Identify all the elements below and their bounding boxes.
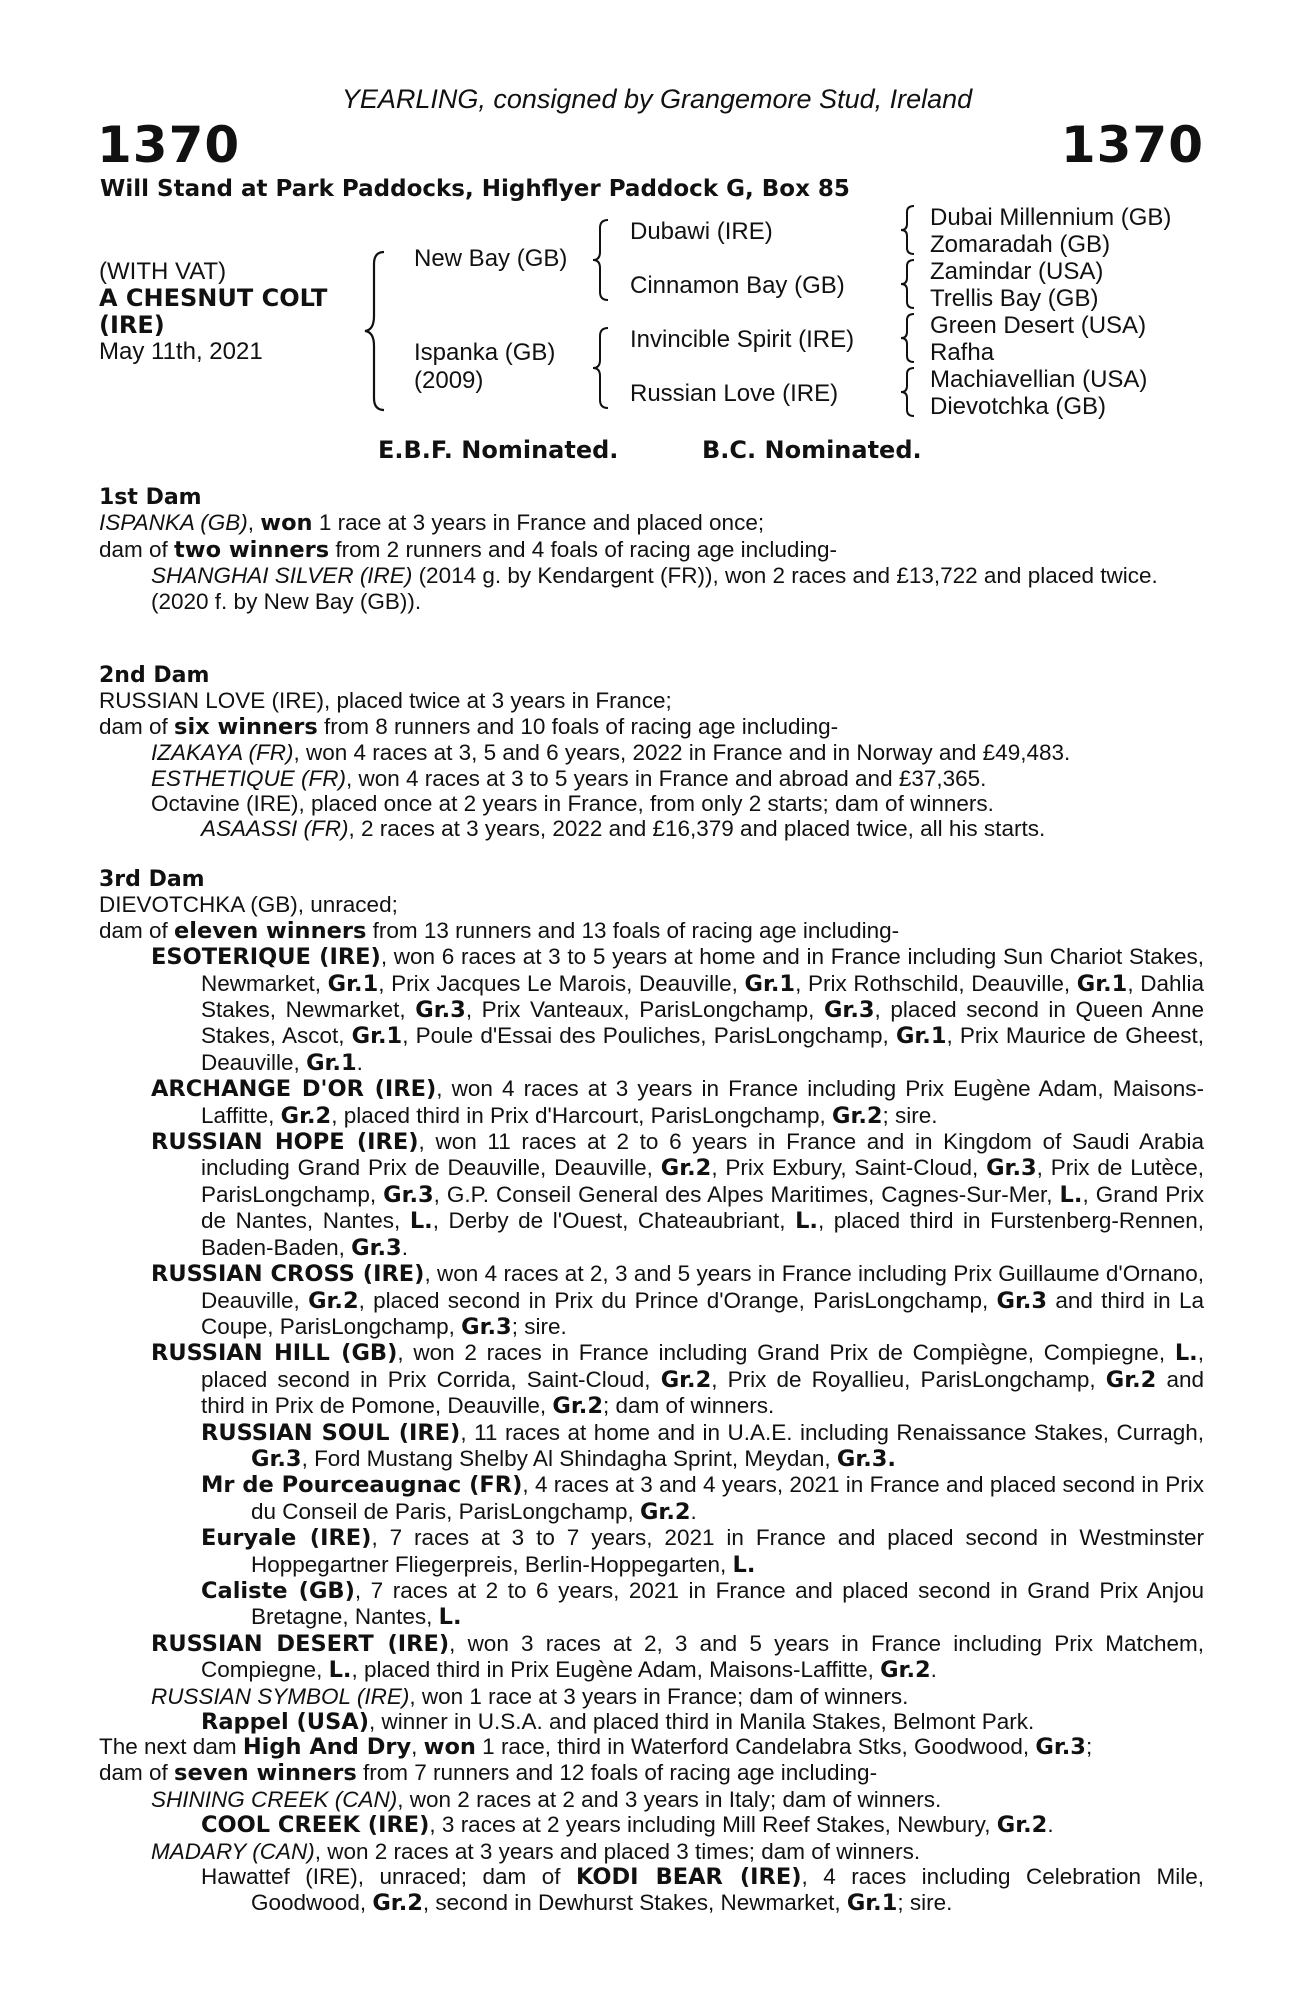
- grade: L.: [438, 1604, 462, 1631]
- grade: L.: [795, 1208, 818, 1235]
- text: , placed second in Prix du Prince d'Orange, ParisLongchamp,: [358, 1287, 997, 1313]
- produce-entry: [99, 1631, 1204, 1684]
- produce-name: RUSSIAN DESERT (IRE): [151, 1630, 450, 1657]
- text: dam of: [99, 713, 175, 739]
- produce-name: RUSSIAN CROSS (IRE): [151, 1261, 425, 1288]
- next-dam-section: [99, 1734, 1204, 1917]
- sire-name: New Bay (GB): [414, 245, 568, 272]
- dam-year: (2009): [414, 367, 484, 394]
- text: from 8 runners and 10 foals of racing age including-: [317, 713, 839, 739]
- grade: Gr.3: [351, 1234, 402, 1261]
- text: , placed third in Prix d'Harcourt, ParisLongchamp,: [331, 1102, 832, 1128]
- text: .: [356, 1049, 363, 1075]
- third-dam-produce-line: [99, 918, 1204, 944]
- third-dam-section: [99, 867, 1204, 1735]
- grade: Gr.1: [1076, 970, 1128, 997]
- text: , won 4 races at 2, 3 and 5 years in France including Prix Guillaume d'Ornano, Deauville,: [201, 1261, 1205, 1313]
- ped-sds: Zamindar (USA): [930, 258, 1104, 285]
- produce-name: COOL CREEK (IRE): [201, 1812, 430, 1839]
- grade: L.: [1174, 1340, 1198, 1367]
- lot-number-right: 1370: [1060, 116, 1204, 174]
- grade: Gr.3.: [836, 1445, 896, 1472]
- produce-entry: [99, 1076, 1204, 1129]
- text: .: [930, 1657, 937, 1683]
- grade: Gr.2: [831, 1102, 883, 1129]
- text: , won 2 races at 3 years and placed 3 times; dam of winners.: [314, 1838, 921, 1864]
- text: dam of: [99, 917, 175, 943]
- text: , 2 races at 3 years, 2022 and £16,379 and placed twice, all his starts.: [348, 816, 1046, 842]
- grade: Gr.2: [372, 1890, 423, 1917]
- produce-entry: [99, 740, 1204, 765]
- text: , winner in U.S.A. and placed third in Manila Stakes, Belmont Park.: [368, 1709, 1035, 1734]
- grade: Gr.2: [996, 1812, 1048, 1839]
- text: ,: [247, 510, 261, 536]
- text: , Dahlia Stakes, Newmarket,: [201, 970, 1204, 1023]
- grade: L.: [328, 1657, 352, 1684]
- text: , 3 races at 2 years including Mill Reef Stakes, Newbury,: [429, 1812, 997, 1838]
- text: ,: [411, 1734, 424, 1759]
- won-text: won: [423, 1734, 476, 1760]
- produce-name: SHINING CREEK (CAN): [151, 1786, 398, 1812]
- produce-entry: [99, 816, 1204, 841]
- grade: Gr.3: [986, 1155, 1037, 1182]
- horse-dob: May 11th, 2021: [99, 338, 263, 365]
- text: , won 11 races at 2 to 6 years in France and in Kingdom of Saudi Arabia including Grand Prix de Deauville, Deauville,: [201, 1129, 1204, 1181]
- grade: Gr.1: [351, 1023, 403, 1050]
- text: , placed third in Prix Eugène Adam, Maisons-Laffitte,: [351, 1657, 881, 1683]
- text: ; sire.: [511, 1313, 567, 1339]
- text: , Prix Exbury, Saint-Cloud,: [711, 1155, 987, 1181]
- text: , 4 races including Celebration Mile, Goodwood,: [251, 1864, 1204, 1916]
- produce-entry: [99, 1684, 1204, 1709]
- text: 1 race at 3 years in France and placed once;: [312, 510, 765, 536]
- sire-brace: [590, 218, 614, 302]
- text: from 7 runners and 12 foals of racing age including-: [356, 1760, 878, 1786]
- text: , 7 races at 3 to 7 years, 2021 in France and placed second in Westminster Hoppegartner Fliegerpreis, Berlin-Hoppegarten,: [251, 1525, 1204, 1577]
- first-dam-produce-line: [99, 537, 1204, 563]
- grand-produce-entry: [99, 1578, 1204, 1631]
- ped-dds: Machiavellian (USA): [930, 366, 1148, 393]
- grade: Gr.3: [1035, 1734, 1086, 1760]
- text: , won 2 races at 2 and 3 years in Italy; dam of winners.: [397, 1786, 942, 1812]
- grade: L.: [1059, 1181, 1083, 1208]
- produce-name: ASAASSI (FR): [201, 816, 349, 842]
- text: from 13 runners and 13 foals of racing age including-: [366, 917, 900, 943]
- grade: Gr.3: [415, 997, 466, 1024]
- text: and third in La Coupe, ParisLongchamp,: [201, 1287, 1204, 1339]
- grade: Gr.2: [639, 1498, 691, 1525]
- text: ; dam of winners.: [602, 1393, 775, 1419]
- produce-entry: [99, 1787, 1204, 1812]
- text: , won 1 race at 3 years in France; dam of winners.: [409, 1683, 909, 1709]
- text: , won 4 races at 3, 5 and 6 years, 2022 in France and in Norway and £49,483.: [293, 740, 1071, 766]
- produce-entry: [99, 1340, 1204, 1419]
- produce-name: KODI BEAR (IRE): [575, 1864, 802, 1891]
- grand-produce-entry: [99, 1864, 1204, 1917]
- grade: Gr.3: [996, 1287, 1048, 1314]
- produce-entry: (2020 f. by New Bay (GB)).: [151, 588, 422, 614]
- text: , 7 races at 2 to 6 years, 2021 in France and placed second in Grand Prix Anjou Bretagne, Nantes,: [251, 1577, 1204, 1630]
- dam-name-text: High And Dry: [242, 1734, 412, 1760]
- text: , 4 races at 3 and 4 years, 2021 in France and placed second in Prix du Conseil de Paris, ParisLongchamp,: [251, 1472, 1205, 1524]
- dam-name-text: ISPANKA (GB): [99, 510, 248, 536]
- text: ;: [1085, 1734, 1093, 1759]
- grade: Gr.2: [660, 1366, 712, 1393]
- text: , Prix Vanteaux, ParisLongchamp,: [465, 997, 824, 1023]
- text: , placed second in Queen Anne Stakes, Ascot,: [201, 997, 1204, 1049]
- grade: Gr.1: [846, 1890, 898, 1917]
- brace-cinnamon-bay: [898, 258, 920, 310]
- text: , Prix Rothschild, Deauville,: [795, 970, 1077, 996]
- grade: Gr.2: [660, 1155, 712, 1182]
- third-dam-line: DIEVOTCHKA (GB), unraced;: [99, 892, 398, 918]
- produce-name: SHANGHAI SILVER (IRE): [151, 563, 413, 589]
- text: , G.P. Conseil General des Alpes Maritimes, Cagnes-Sur-Mer,: [433, 1181, 1060, 1207]
- ped-dsd: Rafha: [930, 339, 995, 366]
- second-dam-produce-line: [99, 714, 1204, 740]
- first-dam-section: [99, 485, 1204, 614]
- ebf-nominated: E.B.F. Nominated.: [378, 436, 619, 464]
- won-text: won: [260, 510, 313, 537]
- third-dam-heading: 3rd Dam: [99, 867, 205, 892]
- text: , 11 races at home and in U.A.E. including Renaissance Stakes, Curragh,: [460, 1419, 1204, 1445]
- vat-note: (WITH VAT): [99, 258, 227, 285]
- produce-entry: [99, 1839, 1204, 1864]
- ped-sss: Dubai Millennium (GB): [930, 204, 1172, 231]
- grade: L.: [409, 1208, 433, 1235]
- text: (2014 g. by Kendargent (FR)), won 2 races and £13,722 and placed twice.: [412, 563, 1158, 589]
- text: , Poule d'Essai des Pouliches, ParisLongchamp,: [402, 1023, 896, 1049]
- ped-ssd: Zomaradah (GB): [930, 231, 1111, 258]
- consigned-line: YEARLING, consigned by Grangemore Stud, Ireland: [341, 84, 973, 114]
- winners-count: two winners: [174, 536, 330, 563]
- produce-name: ESOTERIQUE (IRE): [151, 944, 381, 971]
- grade: Gr.1: [895, 1023, 947, 1050]
- produce-entry: Octavine (IRE), placed once at 2 years in France, from only 2 starts; dam of winners.: [151, 791, 994, 817]
- grade: Gr.1: [306, 1049, 357, 1076]
- text: dam of: [99, 1760, 175, 1786]
- sire-dam: Cinnamon Bay (GB): [630, 272, 845, 299]
- winners-count: seven winners: [174, 1760, 357, 1787]
- dam-brace: [590, 326, 614, 410]
- bc-nominated: B.C. Nominated.: [702, 436, 922, 464]
- text: and third in Prix de Pomone, Deauville,: [201, 1366, 1205, 1419]
- winners-count: six winners: [174, 713, 318, 740]
- text: .: [1047, 1812, 1054, 1838]
- next-dam-line: [99, 1734, 1204, 1760]
- text: , won 4 races at 3 to 5 years in France and abroad and £37,365.: [346, 765, 987, 791]
- produce-name: Euryale (IRE): [201, 1525, 372, 1552]
- text: , Prix de Royallieu, ParisLongchamp,: [711, 1366, 1106, 1392]
- grand-produce-entry: [99, 1709, 1204, 1735]
- text: .: [690, 1498, 697, 1524]
- horse-title: A CHESNUT COLT: [99, 284, 328, 312]
- sire-sire: Dubawi (IRE): [630, 218, 773, 245]
- text: ; sire.: [897, 1890, 953, 1916]
- lot-number-left: 1370: [97, 116, 241, 174]
- text: dam of: [99, 536, 175, 562]
- brace-invincible-spirit: [898, 312, 920, 364]
- produce-entry: [99, 1129, 1204, 1261]
- grade: L.: [732, 1551, 756, 1578]
- ped-sdd: Trellis Bay (GB): [930, 285, 1099, 312]
- grade: Gr.3: [251, 1445, 302, 1472]
- ped-ddd: Dievotchka (GB): [930, 393, 1107, 420]
- grade: Gr.2: [280, 1102, 332, 1129]
- dam-sire: Invincible Spirit (IRE): [630, 326, 855, 353]
- text: ; sire.: [882, 1102, 938, 1128]
- grade: Gr.3: [383, 1181, 434, 1208]
- grade: Gr.2: [308, 1287, 359, 1314]
- text: , second in Dewhurst Stakes, Newmarket,: [422, 1890, 847, 1916]
- produce-entry: [99, 563, 1204, 588]
- grade: Gr.2: [552, 1393, 603, 1420]
- text: .: [401, 1234, 408, 1260]
- text: , won 4 races at 3 years in France including Prix Eugène Adam, Maisons-Laffitte,: [201, 1076, 1204, 1128]
- text: , won 2 races in France including Grand Prix de Compiègne, Compiegne,: [397, 1340, 1175, 1366]
- produce-name: RUSSIAN HOPE (IRE): [151, 1129, 419, 1156]
- text: , Prix Jacques Le Marois, Deauville,: [378, 970, 745, 996]
- text: from 2 runners and 4 foals of racing age including-: [329, 536, 837, 562]
- produce-name: Rappel (USA): [201, 1709, 369, 1735]
- grand-produce-entry: [99, 1420, 1204, 1473]
- ped-dss: Green Desert (USA): [930, 312, 1147, 339]
- produce-name: RUSSIAN SYMBOL (IRE): [151, 1683, 410, 1709]
- grand-produce-entry: [99, 1525, 1204, 1578]
- text: , placed second in Prix Corrida, Saint-Cloud,: [201, 1340, 1204, 1392]
- produce-name: Mr de Pourceaugnac (FR): [201, 1472, 523, 1499]
- produce-name: IZAKAYA (FR): [151, 740, 294, 766]
- produce-name: ARCHANGE D'OR (IRE): [151, 1076, 437, 1103]
- text: , Prix de Lutèce, ParisLongchamp,: [201, 1155, 1204, 1207]
- produce-name: ESTHETIQUE (FR): [151, 765, 346, 791]
- text: , Ford Mustang Shelby Al Shindagha Sprint, Meydan,: [301, 1445, 837, 1471]
- grade: Gr.3: [823, 997, 875, 1024]
- text: , Grand Prix de Nantes, Nantes,: [201, 1181, 1204, 1234]
- first-dam-line: [99, 510, 1204, 536]
- grade: Gr.2: [1105, 1366, 1157, 1393]
- produce-entry: [99, 1261, 1204, 1340]
- text: , Prix Maurice de Gheest, Deauville,: [201, 1023, 1204, 1075]
- produce-name: RUSSIAN HILL (GB): [151, 1340, 398, 1367]
- produce-name: MADARY (CAN): [151, 1838, 315, 1864]
- text: , placed third in Furstenberg-Rennen, Baden-Baden,: [201, 1208, 1204, 1260]
- produce-name: RUSSIAN SOUL (IRE): [201, 1419, 461, 1446]
- grand-produce-entry: [99, 1472, 1204, 1525]
- second-dam-section: [99, 663, 1204, 842]
- produce-name: Caliste (GB): [201, 1577, 355, 1604]
- winners-count: eleven winners: [174, 917, 367, 944]
- sire-dam-brace: [362, 250, 392, 412]
- text: 1 race, third in Waterford Candelabra Stks, Goodwood,: [475, 1734, 1036, 1759]
- brace-dubawi: [898, 204, 920, 256]
- text: Hawattef (IRE), unraced; dam of: [201, 1864, 576, 1890]
- grand-produce-entry: [99, 1812, 1204, 1838]
- grade: Gr.2: [880, 1657, 931, 1684]
- first-dam-heading: 1st Dam: [99, 485, 202, 510]
- next-dam-produce-line: [99, 1760, 1204, 1786]
- grade: Gr.1: [744, 970, 796, 997]
- stand-location: Will Stand at Park Paddocks, Highflyer Paddock G, Box 85: [100, 176, 850, 202]
- horse-title-country: (IRE): [99, 311, 165, 339]
- produce-entry: [99, 766, 1204, 791]
- grade: Gr.3: [461, 1313, 512, 1340]
- text: The next dam: [99, 1734, 243, 1759]
- text: , won 3 races at 2, 3 and 5 years in France including Prix Matchem, Compiegne,: [201, 1630, 1204, 1683]
- text: , won 6 races at 3 to 5 years at home and in France including Sun Chariot Stakes, Newmarket,: [201, 944, 1204, 996]
- second-dam-heading: 2nd Dam: [99, 663, 210, 688]
- brace-russian-love: [898, 366, 920, 418]
- produce-entry: [99, 944, 1204, 1076]
- text: , Derby de l'Ouest, Chateaubriant,: [432, 1208, 796, 1234]
- second-dam-line: RUSSIAN LOVE (IRE), placed twice at 3 years in France;: [99, 688, 672, 714]
- dam-dam: Russian Love (IRE): [630, 380, 839, 407]
- grade: Gr.1: [327, 970, 379, 997]
- dam-name: Ispanka (GB): [414, 339, 556, 366]
